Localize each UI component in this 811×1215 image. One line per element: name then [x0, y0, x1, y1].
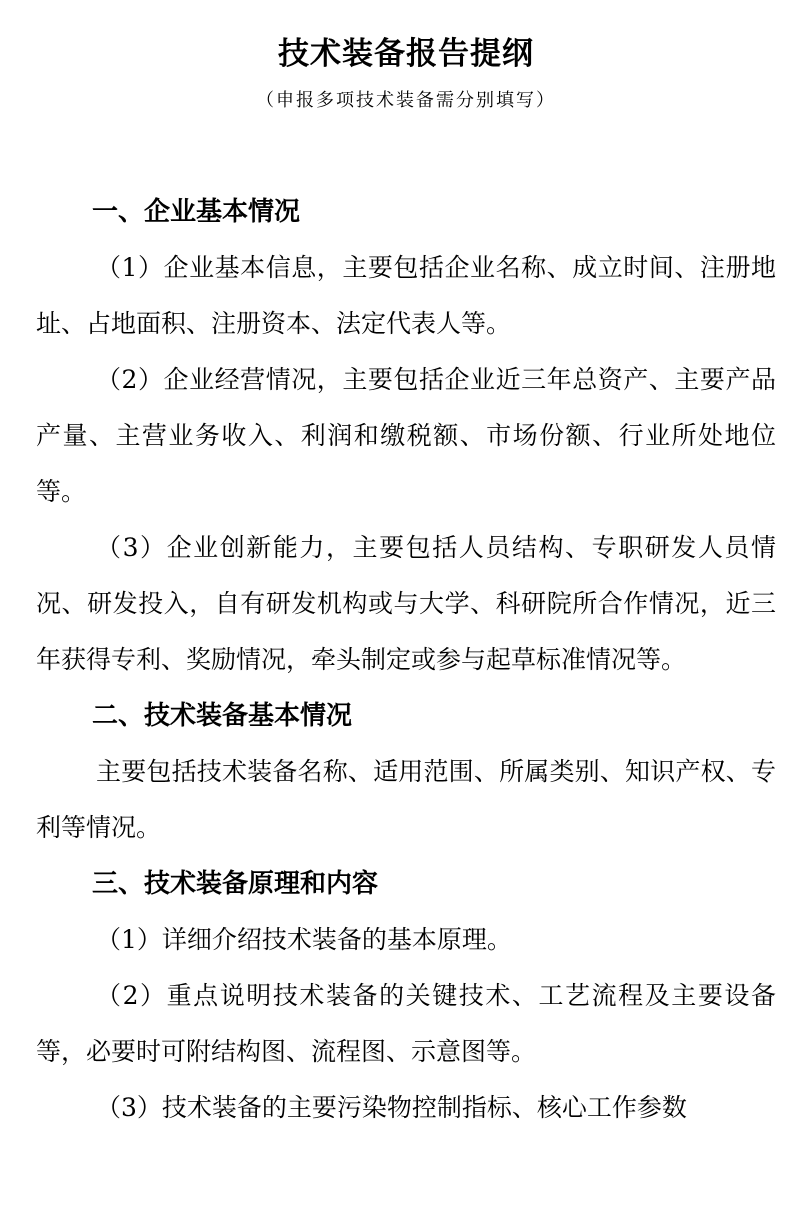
- paragraph-equipment-overview: 主要包括技术装备名称、适用范围、所属类别、知识产权、专利等情况。: [36, 757, 776, 842]
- section-heading: 一、企业基本情况: [92, 197, 301, 227]
- section-principle-content: [36, 856, 776, 1136]
- section-equipment-info: [36, 688, 776, 856]
- paragraph-principle: （1）详细介绍技术装备的基本原理。: [96, 925, 512, 954]
- paragraph-key-technology: （2）重点说明技术装备的关键技术、工艺流程及主要设备等，必要时可附结构图、流程图、示意图等。: [36, 981, 776, 1066]
- paragraph-basic-info: （1）企业基本信息，主要包括企业名称、成立时间、注册地址、占地面积、注册资本、法定代表人等。: [36, 253, 776, 338]
- section-heading: 二、技术装备基本情况: [92, 701, 353, 731]
- document-title: 技术装备报告提纲: [278, 36, 534, 72]
- paragraph-innovation: （3）企业创新能力，主要包括人员结构、专职研发人员情况、研发投入，自有研发机构或与大学、科研院所合作情况，近三年获得专利、奖励情况，牵头制定或参与起草标准情况等。: [36, 533, 776, 674]
- section-heading: 三、技术装备原理和内容: [92, 869, 379, 899]
- section-company-info: [36, 184, 776, 688]
- paragraph-operations: （2）企业经营情况，主要包括企业近三年总资产、主要产品产量、主营业务收入、利润和缴税额、市场份额、行业所处地位等。: [36, 365, 776, 506]
- paragraph-control-indicators: （3）技术装备的主要污染物控制指标、核心工作参数: [96, 1093, 687, 1122]
- document-subtitle: （申报多项技术装备需分别填写）: [256, 90, 556, 111]
- document-body: [36, 184, 776, 1136]
